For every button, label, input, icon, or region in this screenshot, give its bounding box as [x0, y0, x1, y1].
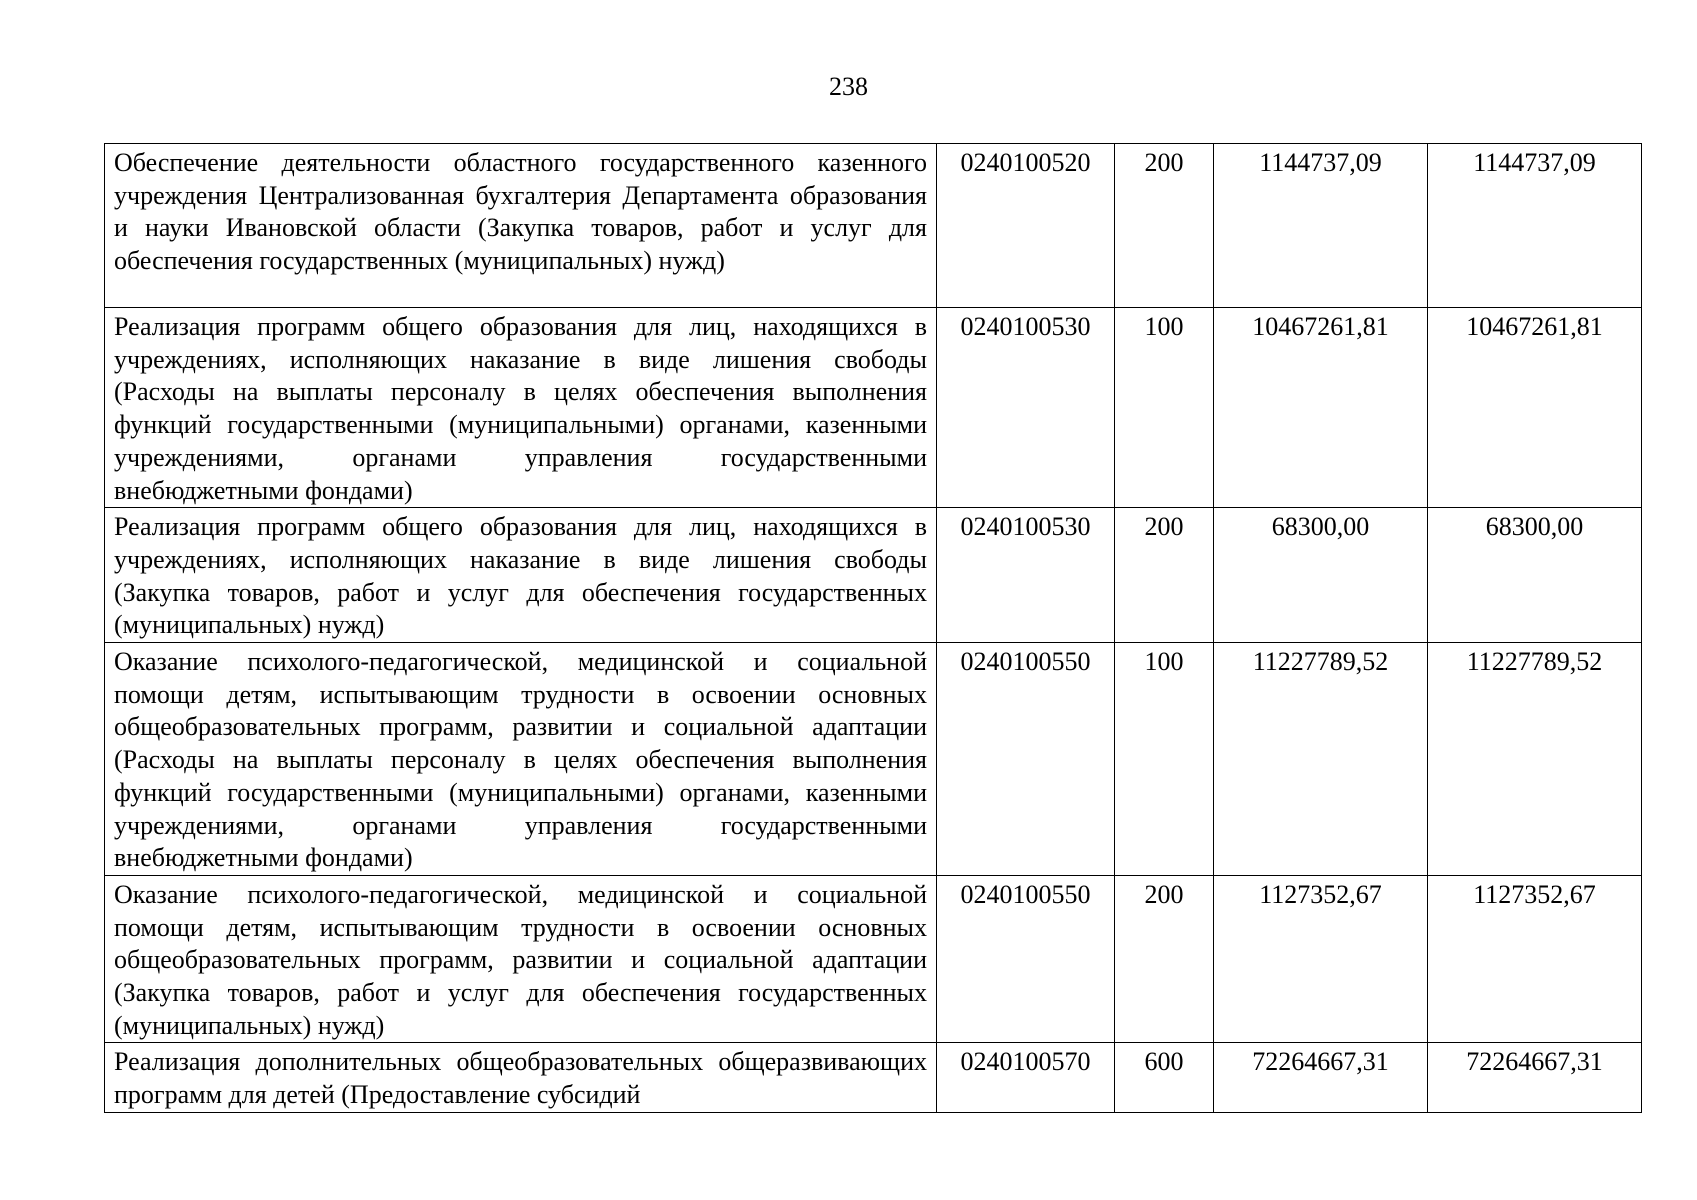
row-target-code: 0240100550 — [937, 875, 1115, 1043]
table-row — [105, 643, 1642, 876]
table-row — [105, 308, 1642, 508]
row-amount-2: 68300,00 — [1428, 508, 1642, 643]
row-amount-2: 1144737,09 — [1428, 144, 1642, 308]
row-target-code: 0240100550 — [937, 643, 1115, 876]
row-expense-type: 100 — [1115, 643, 1214, 876]
table-row — [105, 875, 1642, 1043]
row-amount-2: 1127352,67 — [1428, 875, 1642, 1043]
row-target-code: 0240100530 — [937, 508, 1115, 643]
page-number: 238 — [829, 72, 868, 101]
row-expense-type: 200 — [1115, 508, 1214, 643]
row-amount-2: 72264667,31 — [1428, 1043, 1642, 1112]
row-amount-1: 1127352,67 — [1214, 875, 1428, 1043]
table-row — [105, 508, 1642, 643]
budget-table — [104, 143, 1642, 1113]
row-expense-type: 100 — [1115, 308, 1214, 508]
row-amount-1: 11227789,52 — [1214, 643, 1428, 876]
row-expense-type: 200 — [1115, 875, 1214, 1043]
table-row — [105, 1043, 1642, 1112]
row-description: Реализация программ общего образования для лиц, находящихся в учреждениях, исполняющих наказание в виде лишения свободы (Закупка товаров, работ и услуг для обеспечения государственных (муниципальных) нужд) — [105, 508, 937, 643]
row-description: Оказание психолого-педагогической, медицинской и социальной помощи детям, испытывающим трудности в освоении основных общеобразовательных программ, развитии и социальной адаптации (Закупка товаров, работ и услуг для обеспечения государственных (муниципальных) нужд) — [105, 875, 937, 1043]
row-description: Реализация программ общего образования для лиц, находящихся в учреждениях, исполняющих наказание в виде лишения свободы (Расходы на выплаты персоналу в целях обеспечения выполнения функций государственными (муниципальными) органами, казенными учреждениями, органами управления государственными внебюджетными фондами) — [105, 308, 937, 508]
table-row — [105, 144, 1642, 308]
row-target-code: 0240100520 — [937, 144, 1115, 308]
row-target-code: 0240100570 — [937, 1043, 1115, 1112]
row-description: Реализация дополнительных общеобразовательных общеразвивающих программ для детей (Предоставление субсидий — [105, 1043, 937, 1112]
row-amount-2: 11227789,52 — [1428, 643, 1642, 876]
row-amount-1: 72264667,31 — [1214, 1043, 1428, 1112]
row-description: Обеспечение деятельности областного государственного казенного учреждения Централизованная бухгалтерия Департамента образования и науки Ивановской области (Закупка товаров, работ и услуг для обеспечения государственных (муниципальных) нужд) — [105, 144, 937, 308]
row-target-code: 0240100530 — [937, 308, 1115, 508]
row-description: Оказание психолого-педагогической, медицинской и социальной помощи детям, испытывающим трудности в освоении основных общеобразовательных программ, развитии и социальной адаптации (Расходы на выплаты персоналу в целях обеспечения выполнения функций государственными (муниципальными) органами, казенными учреждениями, органами управления государственными внебюджетными фондами) — [105, 643, 937, 876]
row-expense-type: 200 — [1115, 144, 1214, 308]
row-amount-1: 10467261,81 — [1214, 308, 1428, 508]
row-amount-2: 10467261,81 — [1428, 308, 1642, 508]
row-amount-1: 1144737,09 — [1214, 144, 1428, 308]
row-amount-1: 68300,00 — [1214, 508, 1428, 643]
row-expense-type: 600 — [1115, 1043, 1214, 1112]
